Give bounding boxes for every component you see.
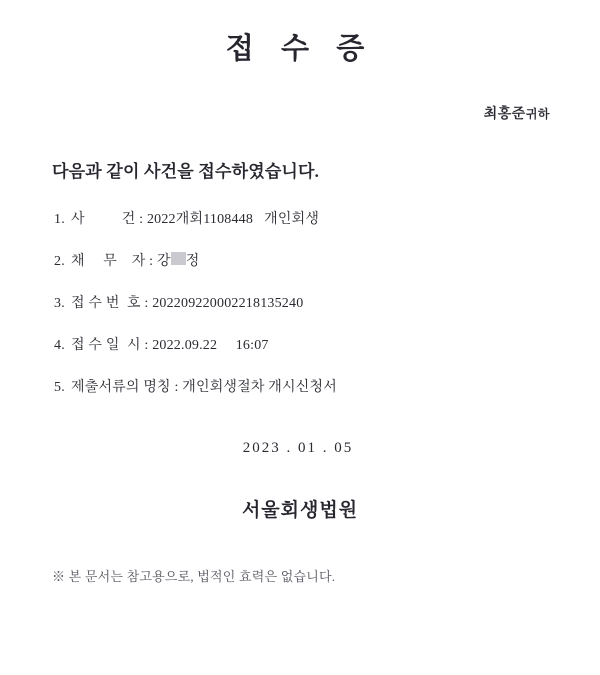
list-item bbox=[54, 208, 572, 228]
page-title: 접 수 증 bbox=[225, 33, 375, 65]
item-value: 2022.09.22 16:07 bbox=[148, 338, 269, 353]
issue-date: 2023 . 01 . 05 bbox=[242, 440, 354, 456]
lead-statement: 다음과 같이 사건을 접수하였습니다. bbox=[52, 162, 320, 181]
issuing-authority: 서울회생법원 bbox=[241, 500, 359, 521]
item-value: 개인회생절차 개시신청서 bbox=[178, 380, 337, 395]
list-item bbox=[54, 376, 572, 396]
item-value: 2022개회1108448 개인회생 bbox=[143, 212, 320, 227]
item-label: 제출서류의 명칭 : bbox=[71, 380, 179, 395]
item-number: 4. bbox=[54, 338, 65, 353]
item-label: 접 수 일 시 : bbox=[71, 338, 149, 353]
item-label: 채 무 자 : bbox=[71, 254, 154, 269]
receipt-items-list bbox=[54, 208, 572, 396]
item-number: 5. bbox=[54, 380, 65, 395]
item-value-suffix: 정 bbox=[185, 254, 200, 269]
item-value: 202209220002218135240 bbox=[148, 296, 304, 311]
document-page bbox=[0, 26, 600, 675]
item-number: 2. bbox=[54, 254, 65, 269]
redaction-block bbox=[171, 252, 186, 265]
item-value-prefix: 강 bbox=[153, 254, 171, 269]
item-number: 1. bbox=[54, 212, 65, 227]
recipient-honorific: 귀하 bbox=[525, 107, 550, 121]
disclaimer-note: ※ 본 문서는 참고용으로, 법적인 효력은 없습니다. bbox=[52, 569, 336, 584]
recipient-name: 최홍준 bbox=[483, 107, 526, 122]
recipient-line bbox=[28, 103, 572, 123]
item-label: 접 수 번 호 : bbox=[71, 296, 149, 311]
item-number: 3. bbox=[54, 296, 65, 311]
list-item bbox=[54, 292, 572, 312]
list-item bbox=[54, 250, 572, 270]
item-label: 사 건 : bbox=[71, 212, 144, 227]
list-item bbox=[54, 334, 572, 354]
